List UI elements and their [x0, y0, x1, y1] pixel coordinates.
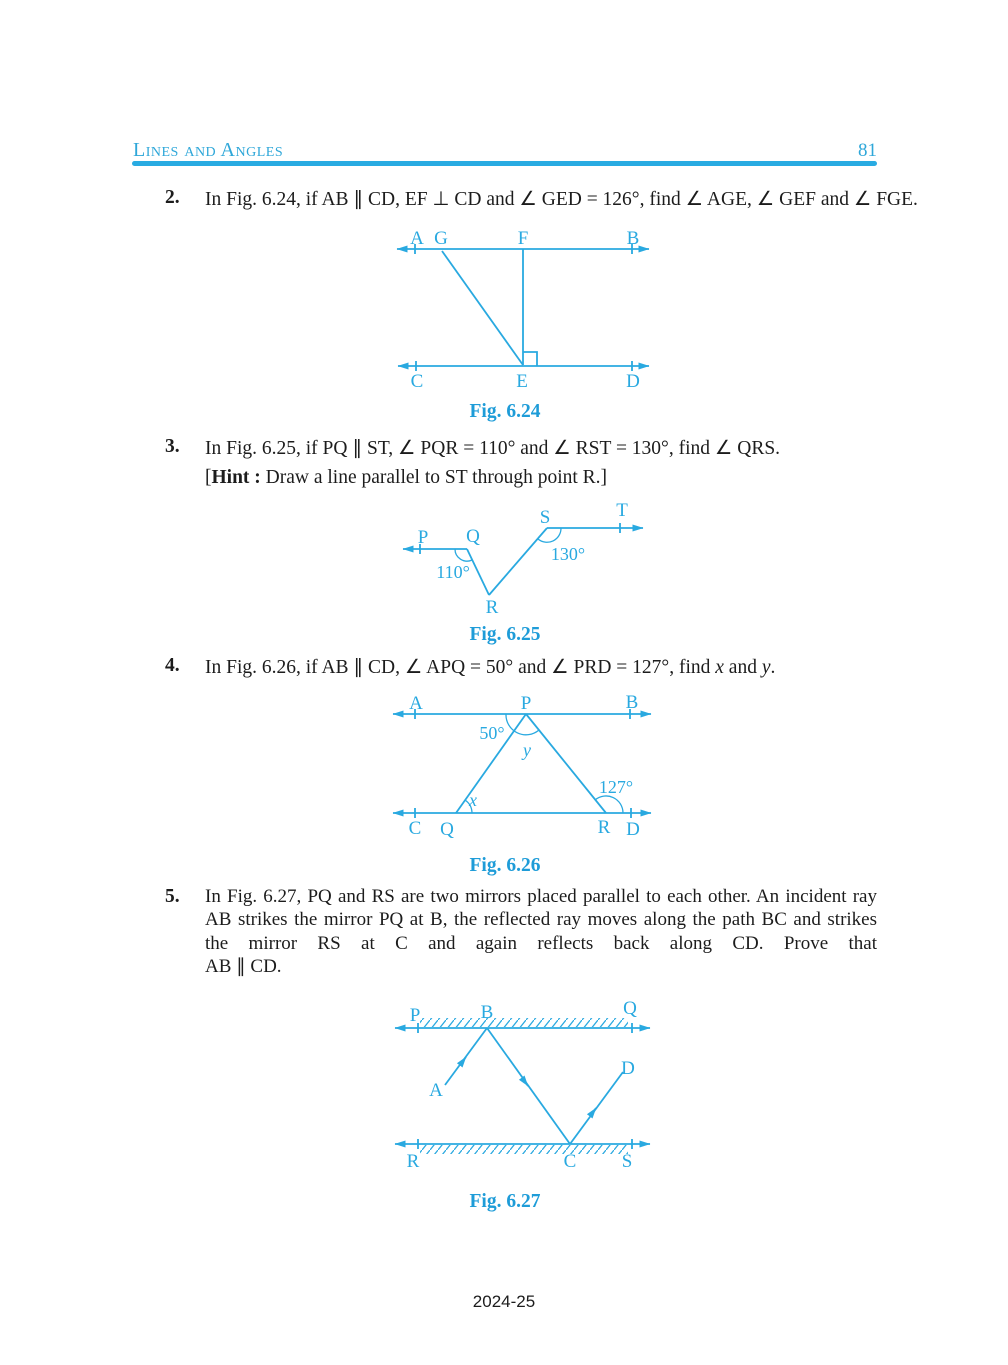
label-q: Q — [466, 526, 480, 547]
ray-ab — [445, 1028, 487, 1085]
label-c: C — [563, 1151, 577, 1172]
angle-y: y — [523, 740, 531, 760]
label-r: R — [485, 597, 499, 618]
label-a: A — [429, 1080, 443, 1101]
question-5-text — [205, 885, 877, 979]
question-3-hint — [205, 467, 607, 489]
segment-ge — [442, 251, 523, 365]
q4-var-x: x — [715, 657, 724, 678]
label-p: P — [409, 1005, 421, 1026]
angle-110: 110° — [436, 562, 470, 582]
label-c: C — [408, 818, 422, 839]
chapter-header: Lines and Angles — [133, 139, 284, 161]
angle-130: 130° — [550, 544, 586, 564]
label-a: A — [410, 230, 424, 249]
hint-bracket: [ — [205, 467, 212, 488]
label-s: S — [539, 507, 551, 528]
label-b: B — [626, 230, 640, 249]
segment-pr — [526, 714, 606, 813]
label-d: D — [626, 371, 640, 392]
label-p: P — [520, 695, 532, 714]
label-c: C — [410, 371, 424, 392]
page-number: 81 — [858, 140, 877, 161]
question-3-number: 3. — [165, 436, 180, 457]
ray-bc — [487, 1028, 570, 1144]
q5-line-3: the mirror RS at C and again reflects back along CD. Prove that — [205, 932, 877, 954]
label-a: A — [409, 695, 423, 714]
label-b: B — [625, 695, 639, 713]
mirror-rs-hatching — [420, 1145, 628, 1154]
label-r: R — [406, 1151, 420, 1172]
hint-body: Draw a line parallel to ST through point R.] — [260, 467, 608, 488]
figure-6-25 — [395, 500, 655, 620]
question-4-number: 4. — [165, 655, 180, 676]
label-f: F — [517, 230, 529, 249]
question-2-number: 2. — [165, 187, 180, 208]
q5-line-2: AB strikes the mirror PQ at B, the reflected ray moves along the path BC and strikes — [205, 909, 877, 931]
figure-6-24-caption: Fig. 6.24 — [469, 401, 541, 422]
ray-bc-arrowhead — [522, 1078, 528, 1086]
academic-year-footer: 2024-25 — [472, 1292, 536, 1311]
figure-6-24 — [388, 230, 658, 400]
ray-cd-arrowhead — [590, 1108, 596, 1116]
figure-6-27 — [390, 1000, 660, 1178]
hint-label: Hint : — [211, 467, 261, 488]
segment-rs — [489, 528, 547, 595]
figure-6-26-caption: Fig. 6.26 — [469, 855, 541, 876]
angle-127: 127° — [598, 777, 634, 797]
ray-cd — [570, 1072, 623, 1144]
label-g: G — [434, 230, 448, 249]
angle-x: x — [469, 790, 477, 810]
q5-line-4: AB ∥ CD. — [205, 956, 282, 978]
label-p: P — [417, 527, 429, 548]
figure-6-27-caption: Fig. 6.27 — [469, 1191, 541, 1212]
label-q: Q — [623, 1000, 637, 1019]
label-e: E — [516, 371, 528, 392]
q4-var-y: y — [761, 657, 771, 678]
label-s: S — [621, 1151, 633, 1172]
figure-6-25-caption: Fig. 6.25 — [469, 624, 541, 645]
q4-end: . — [770, 657, 776, 678]
mirror-pq-hatching — [420, 1018, 628, 1027]
right-angle-mark — [523, 352, 537, 366]
question-5-number: 5. — [165, 886, 180, 907]
segment-qr — [467, 549, 489, 595]
label-r: R — [597, 817, 611, 838]
question-2-text: In Fig. 6.24, if AB ∥ CD, EF ⊥ CD and ∠ GED = 126°, find ∠ AGE, ∠ GEF and ∠ FGE. — [205, 189, 918, 210]
figure-6-26 — [390, 695, 660, 845]
label-d: D — [621, 1058, 635, 1079]
question-4-text — [205, 655, 775, 679]
question-3-text: In Fig. 6.25, if PQ ∥ ST, ∠ PQR = 110° and ∠ RST = 130°, find ∠ QRS. — [205, 438, 781, 459]
label-b: B — [480, 1002, 494, 1023]
q4-mid: and — [723, 657, 762, 678]
label-q: Q — [440, 819, 454, 840]
ray-ab-arrowhead — [460, 1057, 466, 1065]
q5-line-1: In Fig. 6.27, PQ and RS are two mirrors placed parallel to each other. An incident ray — [205, 886, 877, 907]
label-d: D — [626, 819, 640, 840]
q4-pre: In Fig. 6.26, if AB ∥ CD, ∠ APQ = 50° and ∠ PRD = 127°, find — [205, 657, 716, 678]
angle-50: 50° — [479, 723, 505, 743]
label-t: T — [616, 500, 628, 521]
header-rule — [132, 161, 877, 166]
